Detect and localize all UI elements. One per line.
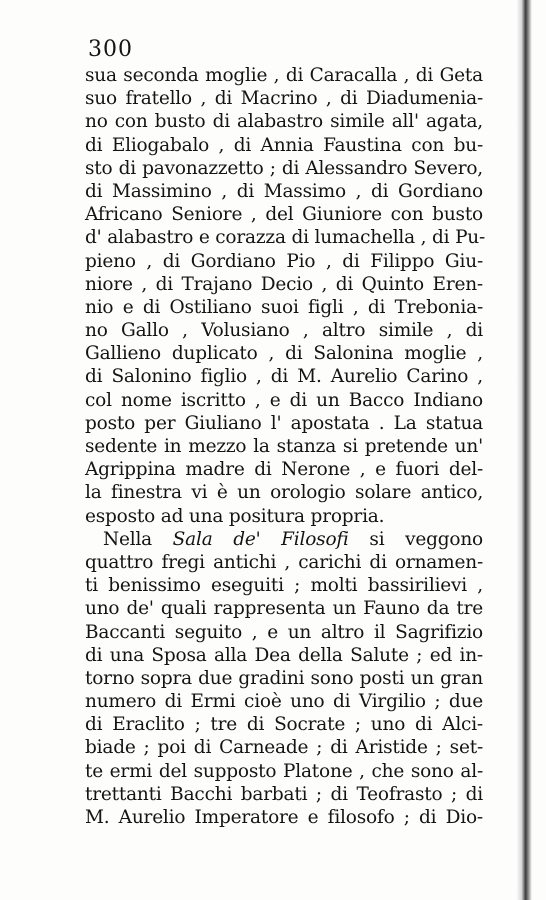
text-line: suo fratello , di Macrino , di Diadumenia- xyxy=(85,88,483,110)
text-line: te ermi del supposto Platone , che sono al- xyxy=(85,760,483,782)
text-line: esposto ad una positura propria. xyxy=(85,505,385,527)
text-line: niore , di Trajano Decio , di Quinto Eren- xyxy=(85,273,483,295)
text-line: torno sopra due gradini sono posti un gran xyxy=(85,667,483,689)
text-line: numero di Ermi cioè uno di Virgilio ; due xyxy=(85,691,483,713)
text-line: quattro fregi antichi , carichi di ornamen- xyxy=(85,551,483,573)
text-line: M. Aurelio Imperatore e filosofo ; di Dio- xyxy=(85,807,483,828)
text-line: no con busto di alabastro simile all' agata, xyxy=(85,111,483,133)
text-line: pieno , di Gordiano Pio , di Filippo Giu- xyxy=(85,250,483,272)
text-line: di Eraclito ; tre di Socrate ; uno di Alci- xyxy=(85,714,483,736)
text-line: biade ; poi di Carneade ; di Aristide ; set- xyxy=(85,737,483,759)
text-line: Gallieno duplicato , di Salonina moglie , xyxy=(85,343,483,365)
text-line: Africano Seniore , del Giuniore con busto xyxy=(85,204,483,226)
text-line: sto di pavonazzetto ; di Alessandro Severo, xyxy=(85,157,483,179)
page-number: 300 xyxy=(88,37,133,62)
text-line: di Massimino , di Massimo , di Gordiano xyxy=(85,180,483,202)
paragraph-start-word: Nella xyxy=(103,528,152,550)
paragraph-start-rest: si veggono xyxy=(369,528,483,550)
text-line: sedente in mezzo la stanza si pretende un' xyxy=(85,436,483,457)
text-line: la finestra vi è un orologio solare antico, xyxy=(85,482,483,504)
text-line: Agrippina madre di Nerone , e fuori del- xyxy=(85,459,483,481)
text-line: no Gallo , Volusiano , altro simile , di xyxy=(85,320,483,342)
text-line: trettanti Bacchi barbati ; di Teofrasto ; di xyxy=(85,783,483,805)
paragraph-start-line xyxy=(85,528,483,551)
text-line: sua seconda moglie , di Caracalla , di Geta xyxy=(85,65,483,86)
text-line: di Salonino figlio , di M. Aurelio Carino , xyxy=(85,366,483,388)
text-line: posto per Giuliano l' apostata . La statua xyxy=(85,412,483,434)
text-line: uno de' quali rappresenta un Fauno da tre xyxy=(85,598,483,620)
text-line: di Eliogabalo , di Annia Faustina con bu- xyxy=(85,134,483,156)
text-line: Baccanti seguito , e un altro il Sagrifizio xyxy=(85,621,483,643)
room-name-italic: Sala de' Filosofi xyxy=(172,528,349,550)
page-binding-edge xyxy=(516,0,532,900)
text-line: d' alabastro e corazza di lumachella , di Pu- xyxy=(85,227,486,249)
text-line: col nome iscritto , e di un Bacco Indiano xyxy=(85,389,483,411)
text-line: nio e di Ostiliano suoi figli , di Treboniа- xyxy=(85,296,483,318)
text-line: ti benissimo eseguiti ; molti bassirilievi , xyxy=(85,575,483,597)
body-text xyxy=(85,64,486,829)
text-line: di una Sposa alla Dea della Salute ; ed in- xyxy=(85,644,483,666)
